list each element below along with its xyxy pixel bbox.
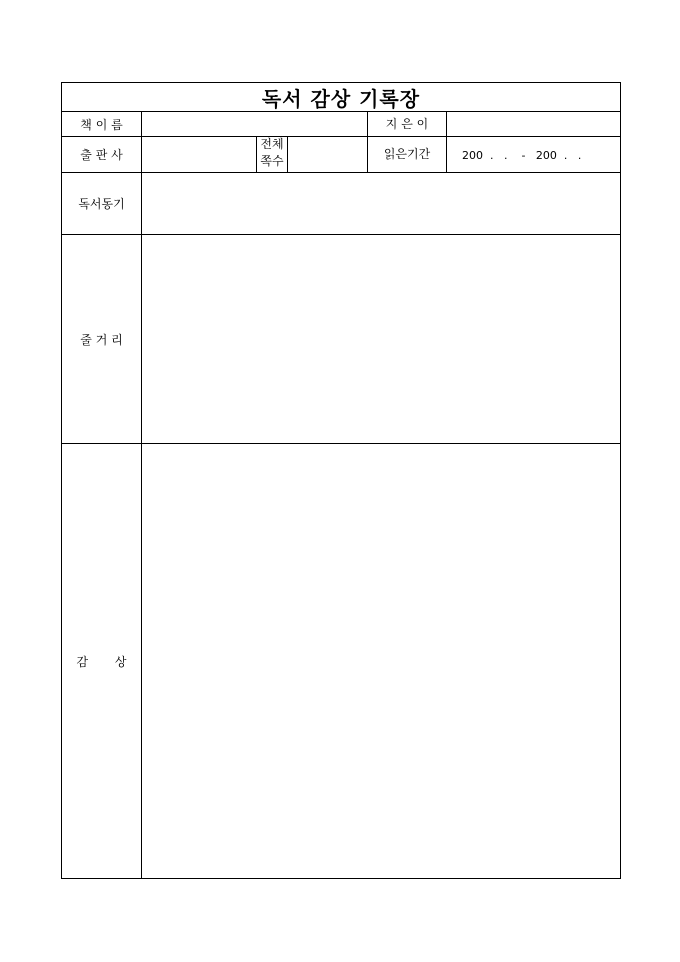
book-name-label: 책 이 름 (80, 117, 123, 132)
publisher-label: 출 판 사 (80, 148, 123, 162)
total-pages-field[interactable] (288, 137, 367, 172)
publisher-field[interactable] (142, 137, 256, 172)
author-field[interactable] (447, 112, 620, 136)
plot-label: 줄 거 리 (80, 332, 123, 347)
total-pages-label-line2: 쪽수 (260, 154, 284, 168)
reading-period-label: 읽은기간 (383, 147, 431, 161)
form-title: 독서 감상 기록장 (261, 86, 421, 111)
motive-field[interactable] (142, 173, 620, 234)
reading-log-form (61, 82, 621, 879)
impression-label: 감 상 (76, 654, 127, 669)
total-pages-label-line1: 전체 (260, 137, 284, 151)
author-label: 지 은 이 (385, 117, 429, 131)
motive-label: 독서동기 (78, 197, 125, 211)
impression-field[interactable] (142, 444, 620, 878)
reading-period-field[interactable]: 200 . . - 200 . . (462, 149, 582, 162)
book-name-field[interactable] (142, 112, 367, 136)
plot-field[interactable] (142, 235, 620, 443)
